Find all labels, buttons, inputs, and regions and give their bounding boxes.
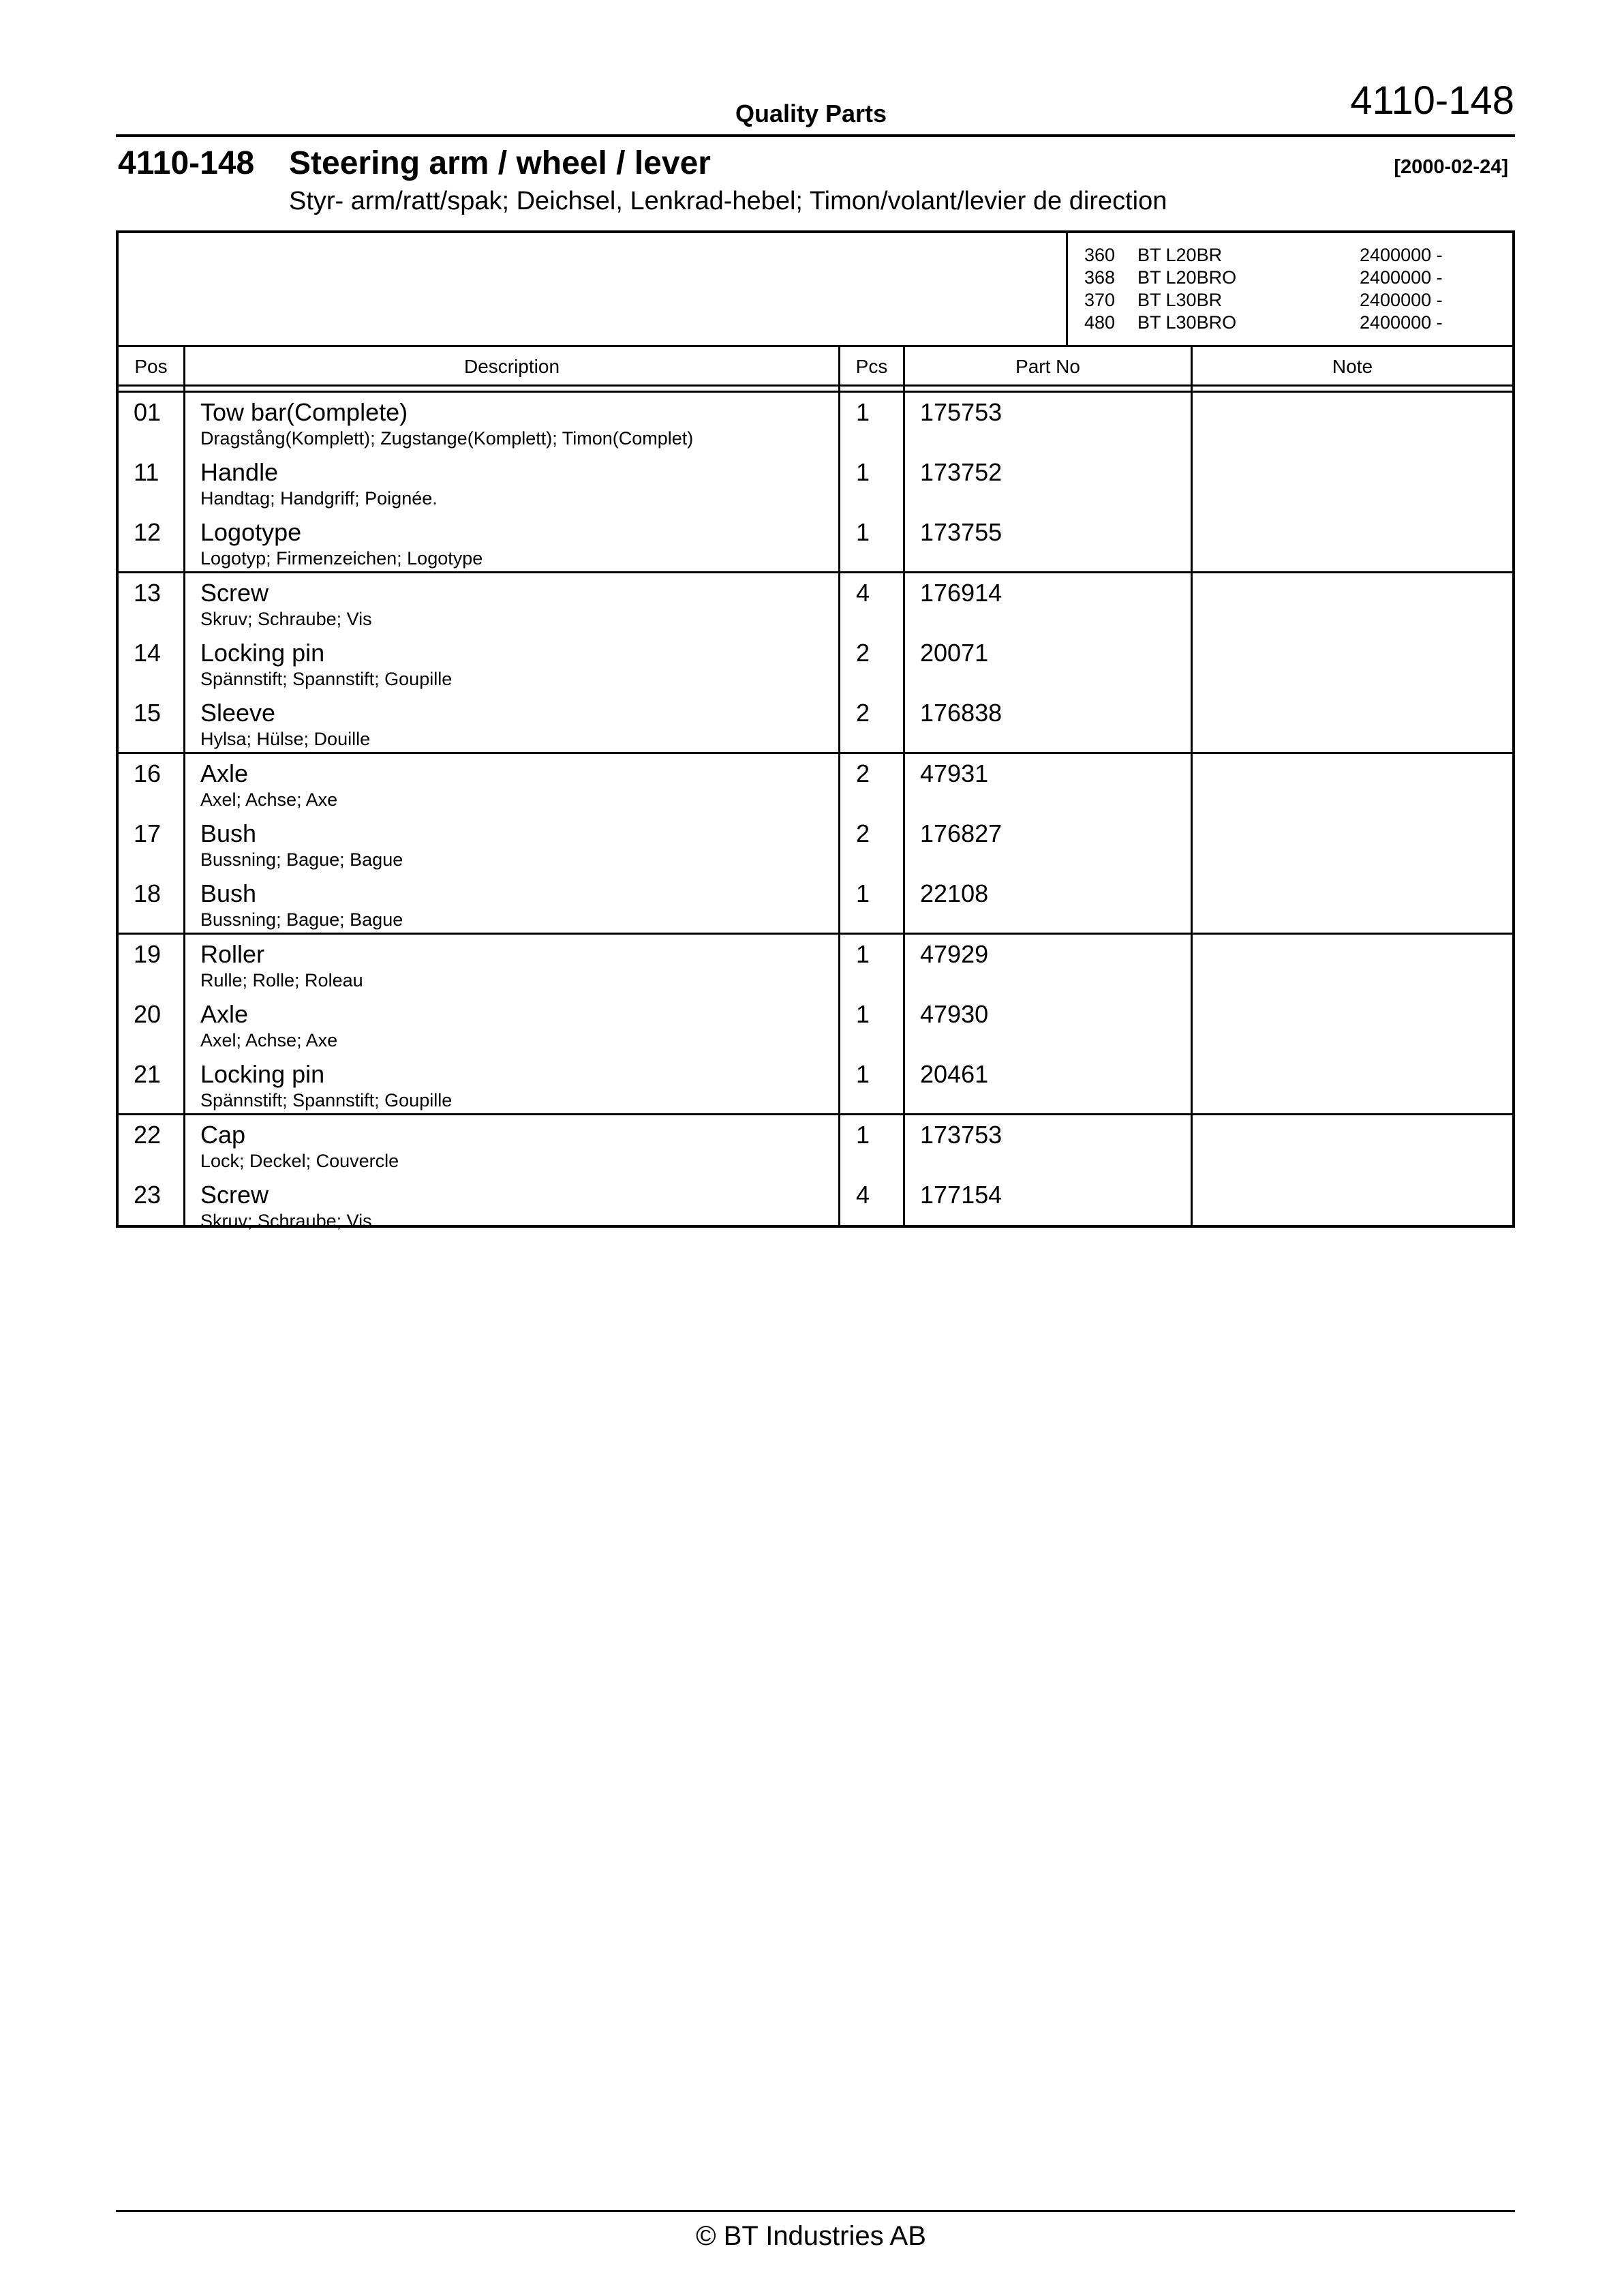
row-pos: 11 (134, 458, 159, 486)
row-translation: Logotyp; Firmenzeichen; Logotype (200, 548, 483, 569)
parts-table (116, 230, 1515, 1231)
row-pos: 14 (134, 639, 162, 667)
table-row (119, 573, 1512, 633)
row-pos: 19 (134, 940, 162, 968)
model-serial: 2400000 - (1360, 290, 1443, 310)
table-row (119, 1055, 1512, 1115)
row-description: Sleeve (200, 699, 276, 727)
row-pos: 01 (134, 398, 162, 426)
row-translation: Axel; Achse; Axe (200, 789, 338, 810)
model-serial: 2400000 - (1360, 267, 1443, 288)
column-header-part-no: Part No (1015, 356, 1080, 377)
row-translation: Bussning; Bague; Bague (200, 849, 403, 870)
row-pos: 17 (134, 819, 162, 847)
row-pcs: 4 (856, 579, 870, 607)
row-part-no: 20071 (920, 639, 989, 667)
row-pcs: 1 (856, 518, 870, 546)
row-pos: 15 (134, 699, 162, 727)
row-pcs: 1 (856, 1121, 870, 1149)
row-description: Cap (200, 1121, 246, 1149)
column-header-pos: Pos (134, 356, 168, 377)
row-pcs: 2 (856, 759, 870, 787)
row-description: Logotype (200, 518, 302, 546)
row-translation: Skruv; Schraube; Vis (200, 1211, 372, 1231)
column-header-description: Description (463, 356, 560, 377)
row-translation: Bussning; Bague; Bague (200, 909, 403, 930)
row-part-no: 173753 (920, 1121, 1003, 1149)
header-double-rule (119, 384, 1512, 387)
footer-copyright: © BT Industries AB (696, 2221, 926, 2251)
model-name: BT L30BRO (1137, 312, 1237, 333)
table-row (119, 995, 1512, 1055)
page-header-title: Quality Parts (735, 100, 887, 127)
row-part-no: 47931 (920, 759, 989, 787)
section-subtitle: Styr- arm/ratt/spak; Deichsel, Lenkrad-hebel; Timon/volant/levier de direction (289, 187, 1167, 215)
row-description: Bush (200, 879, 257, 907)
row-pcs: 4 (856, 1181, 870, 1209)
model-code: 480 (1084, 312, 1116, 333)
row-part-no: 173752 (920, 458, 1003, 486)
model-list (1066, 233, 1512, 345)
model-serial: 2400000 - (1360, 312, 1443, 333)
row-part-no: 22108 (920, 879, 989, 907)
row-description: Roller (200, 940, 265, 968)
row-description: Bush (200, 819, 257, 847)
row-pcs: 2 (856, 699, 870, 727)
table-row (119, 693, 1512, 753)
model-name: BT L30BR (1137, 290, 1223, 310)
column-header-note: Note (1332, 356, 1373, 377)
model-code: 360 (1084, 245, 1116, 265)
row-pcs: 1 (856, 1000, 870, 1028)
row-description: Axle (200, 1000, 249, 1028)
table-row (119, 1115, 1512, 1175)
row-description: Screw (200, 579, 269, 607)
row-pcs: 1 (856, 879, 870, 907)
row-translation: Spännstift; Spannstift; Goupille (200, 669, 453, 689)
row-translation: Axel; Achse; Axe (200, 1030, 338, 1051)
section-date: [2000-02-24] (1394, 156, 1508, 178)
row-pos: 20 (134, 1000, 162, 1028)
row-pos: 21 (134, 1060, 162, 1088)
row-description: Screw (200, 1181, 269, 1209)
row-pcs: 1 (856, 1060, 870, 1088)
row-description: Locking pin (200, 639, 325, 667)
row-description: Locking pin (200, 1060, 325, 1088)
table-row (119, 633, 1512, 693)
row-translation: Lock; Deckel; Couvercle (200, 1151, 399, 1171)
table-row (119, 393, 1512, 453)
row-translation: Hylsa; Hülse; Douille (200, 729, 371, 749)
row-pcs: 1 (856, 398, 870, 426)
row-description: Axle (200, 759, 249, 787)
row-description: Tow bar(Complete) (200, 398, 408, 426)
model-code: 370 (1084, 290, 1116, 310)
row-translation: Rulle; Rolle; Roleau (200, 970, 363, 991)
row-part-no: 47929 (920, 940, 989, 968)
row-pos: 22 (134, 1121, 162, 1149)
model-code: 368 (1084, 267, 1116, 288)
model-name: BT L20BR (1137, 245, 1223, 265)
row-translation: Skruv; Schraube; Vis (200, 609, 372, 629)
table-row (119, 935, 1512, 995)
table-row (119, 754, 1512, 814)
row-pos: 13 (134, 579, 162, 607)
table-row (119, 513, 1512, 573)
row-part-no: 47930 (920, 1000, 989, 1028)
row-translation: Spännstift; Spannstift; Goupille (200, 1090, 453, 1111)
row-translation: Dragstång(Komplett); Zugstange(Komplett); Timon(Complet) (200, 428, 694, 449)
row-part-no: 20461 (920, 1060, 989, 1088)
header-rule (116, 134, 1515, 137)
table-row (119, 814, 1512, 874)
section-title: Steering arm / wheel / lever (289, 145, 711, 181)
row-pos: 18 (134, 879, 162, 907)
row-part-no: 176827 (920, 819, 1003, 847)
model-serial: 2400000 - (1360, 245, 1443, 265)
row-translation: Handtag; Handgriff; Poignée. (200, 488, 438, 509)
column-header-pcs: Pcs (855, 356, 888, 377)
table-row (119, 453, 1512, 513)
row-pos: 16 (134, 759, 162, 787)
row-pcs: 2 (856, 819, 870, 847)
table-row (119, 874, 1512, 934)
table-row (119, 1175, 1512, 1235)
row-pcs: 1 (856, 458, 870, 486)
row-pos: 12 (134, 518, 162, 546)
footer-rule (116, 2210, 1515, 2212)
row-part-no: 175753 (920, 398, 1003, 426)
row-pcs: 2 (856, 639, 870, 667)
row-part-no: 177154 (920, 1181, 1003, 1209)
model-name: BT L20BRO (1137, 267, 1237, 288)
table-top-separator (119, 345, 1512, 347)
page-code: 4110-148 (1350, 78, 1514, 123)
row-part-no: 176914 (920, 579, 1003, 607)
row-pcs: 1 (856, 940, 870, 968)
row-part-no: 176838 (920, 699, 1003, 727)
section-code: 4110-148 (118, 145, 255, 181)
row-description: Handle (200, 458, 279, 486)
row-pos: 23 (134, 1181, 162, 1209)
row-part-no: 173755 (920, 518, 1003, 546)
